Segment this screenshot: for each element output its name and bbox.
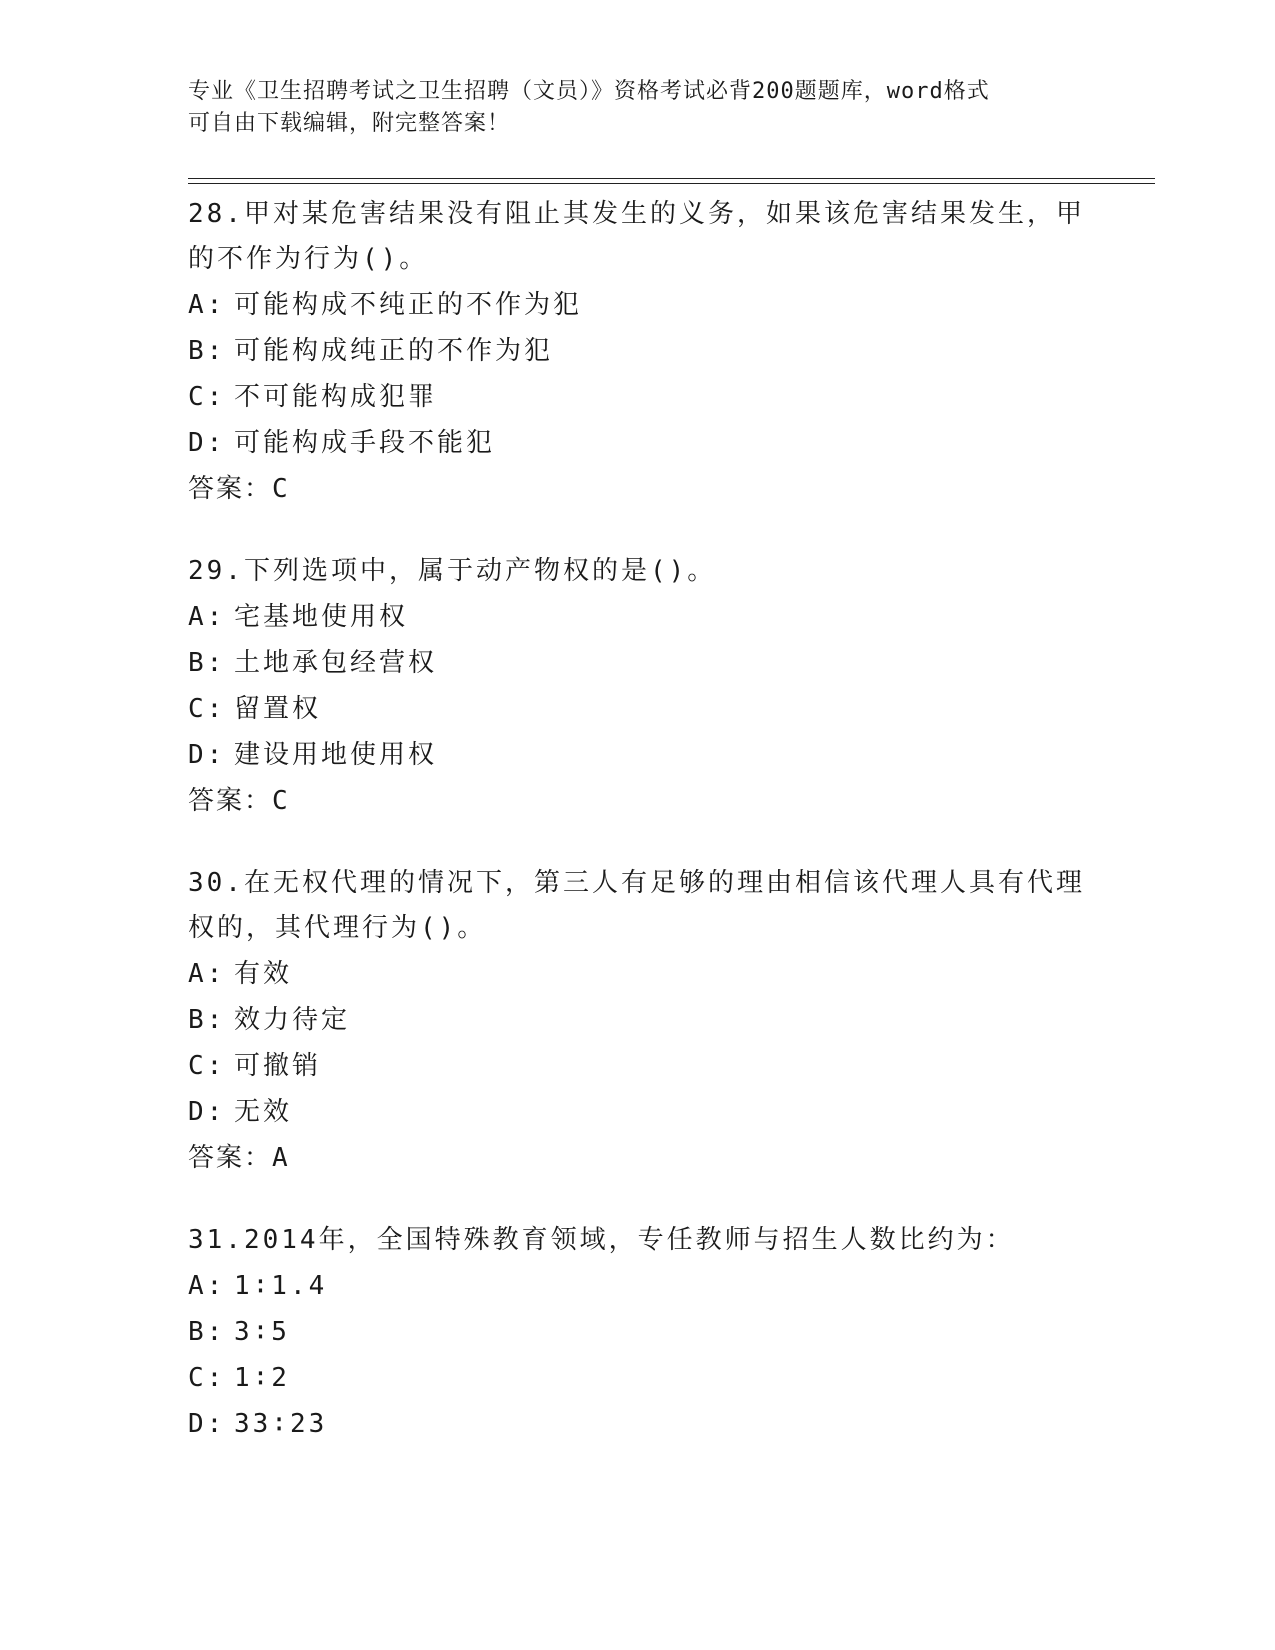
option-d — [188, 732, 1088, 778]
answer-value: C — [272, 786, 291, 816]
option-a — [188, 951, 1088, 997]
question-list — [188, 192, 1088, 1484]
question-31 — [188, 1218, 1088, 1447]
option-text: 有效 — [234, 959, 293, 989]
option-key: B: — [188, 1317, 226, 1347]
header-line-2: 可自由下载编辑，附完整答案！ — [188, 111, 511, 136]
option-text: 1∶1.4 — [234, 1271, 328, 1301]
option-key: D: — [188, 1409, 226, 1439]
question-stem-line: 29.下列选项中，属于动产物权的是()。 — [188, 556, 717, 586]
answer-value: A — [272, 1143, 291, 1173]
question-stem-line: 的不作为行为()。 — [188, 244, 429, 274]
option-text: 无效 — [234, 1097, 293, 1127]
option-b — [188, 328, 1088, 374]
option-c — [188, 1043, 1088, 1089]
option-key: C: — [188, 382, 226, 412]
question-stem — [188, 192, 1088, 282]
option-key: B: — [188, 1005, 226, 1035]
option-key: A: — [188, 959, 226, 989]
question-30 — [188, 861, 1088, 1181]
option-key: C: — [188, 694, 226, 724]
option-key: A: — [188, 290, 226, 320]
header-divider — [188, 178, 1155, 184]
question-stem-line: 权的，其代理行为()。 — [188, 913, 487, 943]
answer-label: 答案： — [188, 1143, 273, 1173]
option-a — [188, 594, 1088, 640]
option-key: A: — [188, 602, 226, 632]
answer-label: 答案： — [188, 474, 273, 504]
answer-line — [188, 1135, 1088, 1181]
option-key: C: — [188, 1051, 226, 1081]
question-29 — [188, 549, 1088, 824]
question-28 — [188, 192, 1088, 512]
option-c — [188, 1355, 1088, 1401]
option-key: D: — [188, 428, 226, 458]
option-text: 土地承包经营权 — [234, 648, 438, 678]
question-stem-line: 31.2014年，全国特殊教育领域，专任教师与招生人数比约为： — [188, 1225, 1015, 1255]
option-a — [188, 1263, 1088, 1309]
question-stem — [188, 861, 1088, 951]
answer-label: 答案： — [188, 786, 273, 816]
option-text: 33∶23 — [234, 1409, 328, 1439]
option-d — [188, 1089, 1088, 1135]
option-key: D: — [188, 1097, 226, 1127]
option-text: 不可能构成犯罪 — [234, 382, 438, 412]
answer-line — [188, 778, 1088, 824]
option-b — [188, 640, 1088, 686]
option-text: 1∶2 — [234, 1363, 290, 1393]
option-a — [188, 282, 1088, 328]
option-d — [188, 420, 1088, 466]
question-stem — [188, 549, 1088, 594]
option-text: 效力待定 — [234, 1005, 351, 1035]
option-text: 可能构成不纯正的不作为犯 — [234, 290, 583, 320]
option-text: 宅基地使用权 — [234, 602, 409, 632]
option-key: A: — [188, 1271, 226, 1301]
option-b — [188, 1309, 1088, 1355]
option-b — [188, 997, 1088, 1043]
question-stem-line: 28.甲对某危害结果没有阻止其发生的义务，如果该危害结果发生，甲 — [188, 199, 1085, 229]
document-header — [188, 76, 1088, 140]
option-c — [188, 374, 1088, 420]
option-c — [188, 686, 1088, 732]
answer-line — [188, 466, 1088, 512]
option-text: 建设用地使用权 — [234, 740, 438, 770]
option-text: 可能构成纯正的不作为犯 — [234, 336, 554, 366]
option-d — [188, 1401, 1088, 1447]
option-text: 留置权 — [234, 694, 322, 724]
option-key: D: — [188, 740, 226, 770]
option-text: 3∶5 — [234, 1317, 290, 1347]
option-key: B: — [188, 648, 226, 678]
option-text: 可能构成手段不能犯 — [234, 428, 496, 458]
question-stem-line: 30.在无权代理的情况下，第三人有足够的理由相信该代理人具有代理 — [188, 868, 1085, 898]
option-key: B: — [188, 336, 226, 366]
option-text: 可撤销 — [234, 1051, 322, 1081]
question-stem — [188, 1218, 1088, 1263]
answer-value: C — [272, 474, 291, 504]
header-line-1: 专业《卫生招聘考试之卫生招聘（文员）》资格考试必背200题题库，word格式 — [188, 79, 990, 104]
option-key: C: — [188, 1363, 226, 1393]
